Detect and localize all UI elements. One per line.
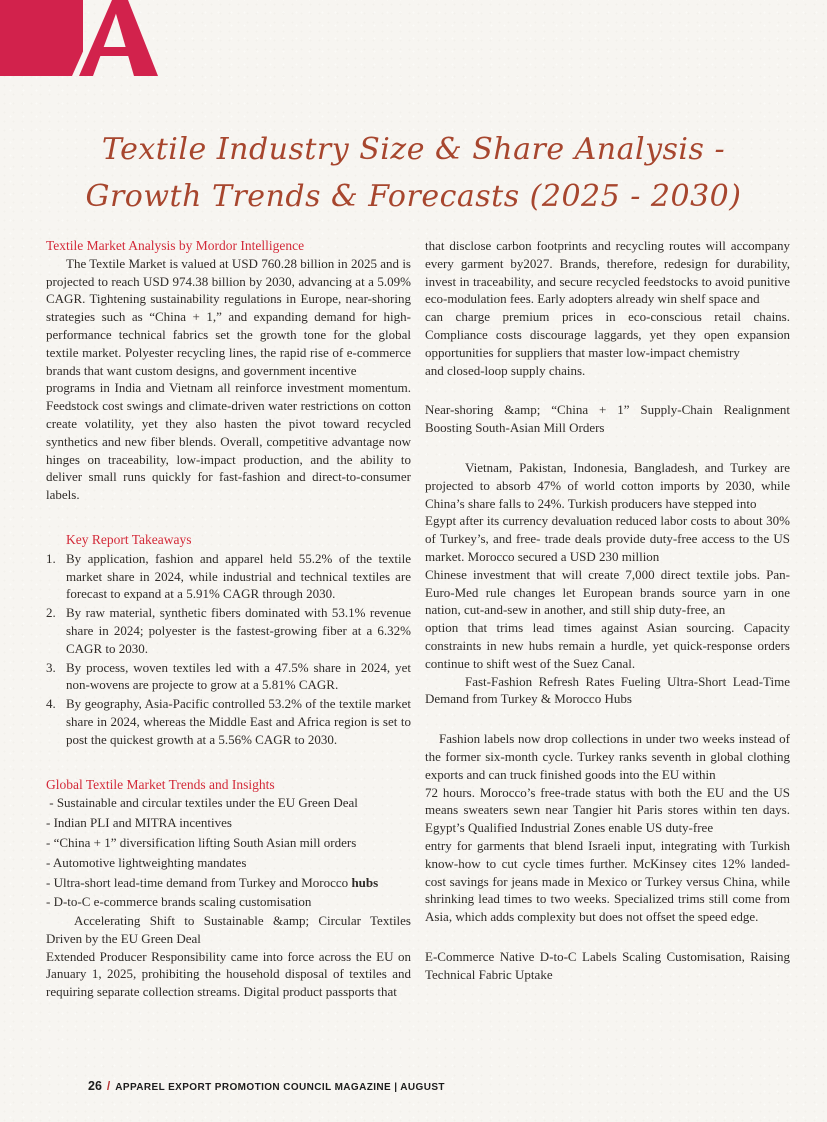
page-title-line-1: Textile Industry Size & Share Analysis - xyxy=(101,132,726,167)
page-title-line-2: Growth Trends & Forecasts (2025 - 2030) xyxy=(85,179,742,214)
body-paragraph: Fast-Fashion Refresh Rates Fueling Ultra-Short Lead-Time Demand from Turkey & Morocco Hubs xyxy=(425,673,790,707)
numbered-list-item xyxy=(46,550,411,603)
section-heading: Key Report Takeaways xyxy=(66,531,192,547)
list-number: 2. xyxy=(46,605,56,621)
body-paragraph: 72 hours. Morocco’s free-trade status with both the EU and the US means sweaters sewn near Tangier hit Paris stores within ten days. Egypt’s Qualified Industrial Zones enable US duty-free xyxy=(425,784,790,836)
body-paragraph: programs in India and Vietnam all reinforce investment momentum. Feedstock cost swings and climate-driven water restrictions on cotton create volatility, yet they also hasten the pivot toward recycled synthetics and new fiber blends. Overall, competitive advantage now hinges on traceability, low-impact production, and the ability to deliver small runs quickly for fast-fashion and direct-to-consumer labels. xyxy=(46,380,411,503)
dash-list-item: - Indian PLI and MITRA incentives xyxy=(46,815,232,831)
body-paragraph: Vietnam, Pakistan, Indonesia, Bangladesh, and Turkey are projected to absorb 47% of world cotton imports by 2030, while China’s share falls to 24%. Turkish producers have stepped into xyxy=(425,459,790,511)
magazine-logo xyxy=(0,0,160,81)
numbered-list-item xyxy=(46,659,411,695)
list-number: 4. xyxy=(46,696,56,712)
logo-a-icon xyxy=(0,0,160,76)
footer-separator: / xyxy=(106,1079,111,1093)
body-paragraph: entry for garments that blend Israeli input, integrating with Turkish know-how to cut cycle times further. McKinsey cites 12% landed-cost savings for jeans made in Mexico or Turkey versus China, while shrinking lead times to two weeks. Specialized trims still come from Asia, which adds complexity but does not offset the speed edge. xyxy=(425,837,790,925)
body-paragraph: Near-shoring &amp; “China + 1” Supply-Chain Realignment Boosting South-Asian Mill Orders xyxy=(425,402,790,436)
page-title xyxy=(0,126,827,220)
body-paragraph: option that trims lead times against Asian sourcing. Capacity constraints in new hubs remain a hurdle, yet quick-response orders continue to shift west of the Suez Canal. xyxy=(425,620,790,671)
page-footer xyxy=(88,1079,445,1093)
body-paragraph: can charge premium prices in eco-conscious retail chains. Compliance costs discourage laggards, yet they open expansion opportunities for suppliers that master low-impact chemistry xyxy=(425,309,790,360)
list-item-text: By raw material, synthetic fibers dominated with 53.1% revenue share in 2024; polyester is the fastest-growing fiber at a 6.32% CAGR to 2030. xyxy=(66,605,411,656)
article-body xyxy=(46,237,790,1001)
numbered-list-item xyxy=(46,604,411,657)
list-item-text: By geography, Asia-Pacific controlled 53.2% of the textile market share in 2024, whereas the Middle East and Africa region is set to post the quickest growth at a 5.56% CAGR to 2030. xyxy=(66,696,411,747)
body-paragraph: and closed-loop supply chains. xyxy=(425,362,586,378)
page-number: 26 xyxy=(88,1079,102,1093)
dash-list-item: - Sustainable and circular textiles under the EU Green Deal xyxy=(46,795,358,811)
dash-list-item: - Ultra-short lead-time demand from Turkey and Morocco hubs xyxy=(46,874,379,890)
body-paragraph: Egypt after its currency devaluation reduced labor costs to about 30% of Turkey’s, and free- trade deals provide duty-free access to the US market. Morocco secured a USD 230 million xyxy=(425,513,790,564)
bold-text: hubs xyxy=(351,874,379,890)
body-paragraph: Extended Producer Responsibility came into force across the EU on January 1, 2025, prohibiting the household disposal of textiles and requiring separate collection streams. Digital product passports that xyxy=(46,948,411,1000)
numbered-list-item xyxy=(46,695,411,748)
right-column xyxy=(425,237,790,1001)
list-number: 3. xyxy=(46,659,56,675)
body-paragraph: The Textile Market is valued at USD 760.28 billion in 2025 and is projected to reach USD 974.38 billion by 2030, advancing at a 5.09% CAGR. Tightening sustainability regulations in Europe, near-shoring strategies such as “China + 1,” and expanding demand for high-performance technical fabrics set the growth tone for the global textile market. Polyester recycling lines, the rapid rise of e-commerce brands that want custom designs, and government incentive xyxy=(46,255,411,378)
dash-list-item: - “China + 1” diversification lifting South Asian mill orders xyxy=(46,834,357,850)
body-paragraph: that disclose carbon footprints and recycling routes will accompany every garment by2027. Brands, therefore, redesign for durability, invest in traceability, and secure recycled feedstocks to avoid punitive eco-modulation fees. Early adopters already win shelf space and xyxy=(425,238,790,307)
list-item-text: By application, fashion and apparel held 55.2% of the textile market share in 2024, while industrial and technical textiles are forecast to expand at a 5.91% CAGR through 2030. xyxy=(66,550,411,602)
section-heading: Textile Market Analysis by Mordor Intelligence xyxy=(46,238,305,253)
dash-list-item: - D-to-C e-commerce brands scaling customisation xyxy=(46,894,312,910)
footer-magazine-name: APPAREL EXPORT PROMOTION COUNCIL MAGAZINE | AUGUST xyxy=(115,1082,445,1093)
left-column xyxy=(46,237,411,1001)
list-item-text: By process, woven textiles led with a 47.5% share in 2024, yet non-wovens are projecte to grow at a 5.81% CAGR. xyxy=(66,659,411,693)
body-paragraph: Accelerating Shift to Sustainable &amp; Circular Textiles Driven by the EU Green Deal xyxy=(46,913,411,946)
body-paragraph: E-Commerce Native D-to-C Labels Scaling Customisation, Raising Technical Fabric Uptake xyxy=(425,948,790,982)
section-heading: Global Textile Market Trends and Insights xyxy=(46,776,275,792)
dash-list-item: - Automotive lightweighting mandates xyxy=(46,854,247,870)
body-paragraph: Chinese investment that will create 7,000 direct textile jobs. Pan-Euro-Med rule changes let European brands source yarn in one nation, cut-and-sew in another, and still ship duty-free, an xyxy=(425,566,790,618)
list-number: 1. xyxy=(46,550,56,566)
body-paragraph: Fashion labels now drop collections in under two weeks instead of the former six-month cycle. Turkey ranks seventh in global clothing exports and can truck finished goods into the EU within xyxy=(425,731,790,782)
